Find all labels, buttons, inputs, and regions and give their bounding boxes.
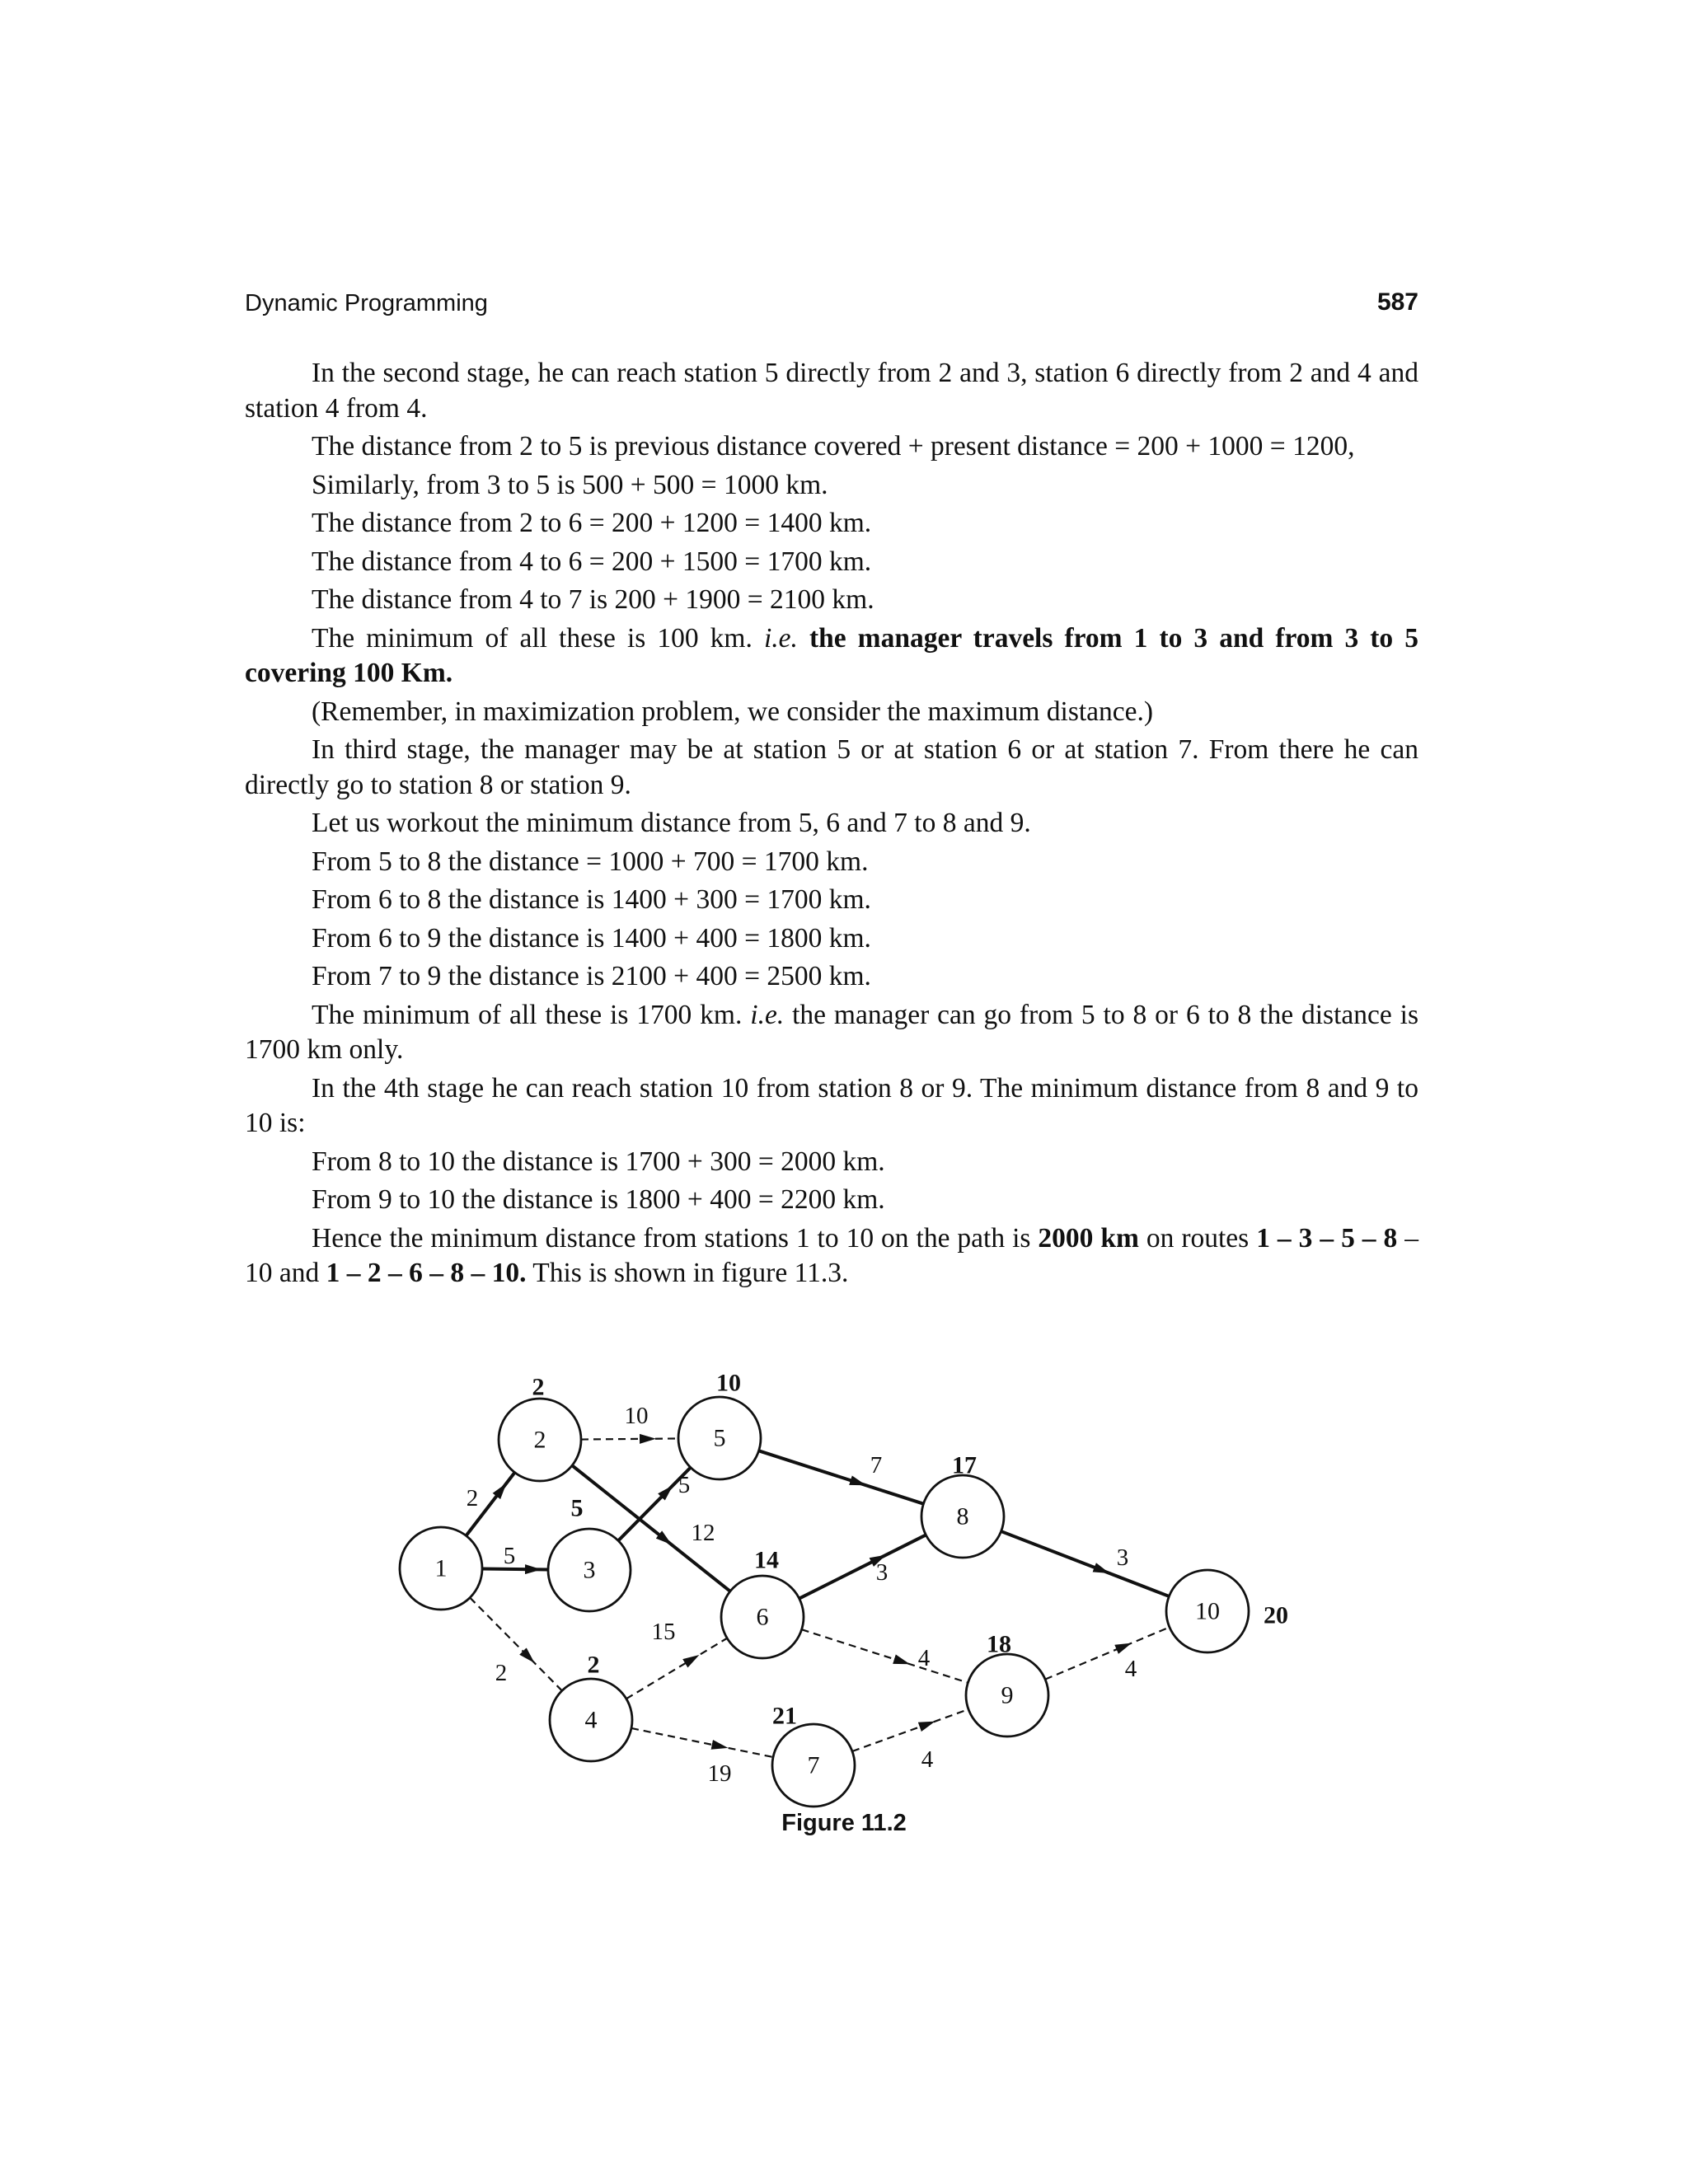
text-run: This is shown in figure 11.3.	[526, 1258, 849, 1288]
italic-text: i.e.	[750, 999, 785, 1030]
edge-weight-label: 5	[503, 1543, 516, 1569]
station-node-label: 7	[807, 1751, 820, 1779]
edge-9-10	[1045, 1627, 1170, 1679]
edge-weight-label: 15	[651, 1619, 676, 1645]
node-cumulative-value: 5	[570, 1494, 584, 1522]
bold-text: 1 – 3 – 5 – 8	[1256, 1222, 1398, 1254]
edge-4-7	[631, 1728, 773, 1757]
text-run: – 10 and	[245, 1222, 1419, 1288]
edge-2-5	[581, 1438, 678, 1439]
edge-weight-label: 2	[495, 1660, 508, 1686]
edge-weight-label: 3	[1116, 1544, 1129, 1571]
text-run: The minimum of all these is 1700 km.	[312, 999, 751, 1030]
edge-weight-label: 19	[707, 1760, 732, 1787]
node-cumulative-value: 2	[532, 1373, 545, 1401]
edge-weight-label: 2	[466, 1485, 479, 1511]
node-cumulative-value: 18	[987, 1630, 1011, 1658]
edge-1-4	[470, 1598, 562, 1691]
text-run: Let us workout the minimum distance from 5, 6 and 7 to 8 and 9.	[312, 808, 1031, 838]
text-run: Hence the minimum distance from stations 1 to 10 on the path is	[312, 1222, 1039, 1254]
edge-8-10	[1001, 1531, 1170, 1596]
edge-weight-label: 4	[1124, 1656, 1137, 1682]
bold-text: 2000 km	[1038, 1222, 1139, 1254]
text-run: (Remember, in maximization problem, we consider the maximum distance.)	[312, 696, 1154, 727]
edge-weight-label: 10	[624, 1403, 649, 1429]
text-run: The distance from 2 to 5 is previous distance covered + present distance = 200 + 1000 = 1200,	[312, 431, 1355, 462]
station-node-label: 1	[434, 1554, 448, 1582]
node-cumulative-value: 10	[716, 1369, 741, 1397]
edge-weight-label: 7	[870, 1452, 883, 1479]
station-node-label: 8	[956, 1502, 969, 1530]
text-run: The distance from 2 to 6 = 200 + 1200 = 1400 km.	[312, 508, 872, 538]
edge-weight-label: 3	[875, 1559, 889, 1586]
bold-text: the manager travels from 1 to 3 and from 3 to 5 covering 100 Km.	[245, 622, 1419, 688]
text-run: The distance from 4 to 6 = 200 + 1500 = 1700 km.	[312, 546, 872, 577]
node-cumulative-value: 2	[587, 1651, 600, 1679]
station-node-label: 4	[584, 1706, 598, 1734]
bold-text: 1 – 2 – 6 – 8 – 10.	[326, 1258, 527, 1288]
running-header-chapter: Dynamic Programming	[245, 290, 488, 316]
node-cumulative-value: 20	[1264, 1601, 1288, 1629]
edge-5-8	[759, 1451, 924, 1503]
text-run: From 6 to 8 the distance is 1400 + 300 = 1700 km.	[312, 884, 871, 915]
text-run: The distance from 4 to 7 is 200 + 1900 = 2100 km.	[312, 584, 874, 615]
edge-weight-label: 5	[678, 1472, 691, 1498]
edge-weight-label: 4	[917, 1645, 931, 1671]
station-node-label: 10	[1195, 1597, 1220, 1625]
edge-4-6	[626, 1638, 727, 1699]
edge-7-9	[852, 1709, 968, 1751]
station-node-label: 2	[533, 1426, 546, 1454]
node-cumulative-value: 14	[754, 1546, 779, 1574]
edge-weight-label: 12	[691, 1520, 715, 1546]
text-run: In the 4th stage he can reach station 10 from station 8 or 9. The minimum distance from 8 and 9 to 10 is:	[245, 1072, 1418, 1138]
edge-weight-label: 4	[921, 1746, 934, 1773]
node-cumulative-value: 17	[952, 1451, 977, 1479]
edge-6-8	[799, 1535, 926, 1598]
station-node-label: 6	[756, 1603, 769, 1631]
italic-text: i.e.	[763, 622, 798, 654]
station-node-label: 5	[713, 1424, 726, 1452]
text-run: From 6 to 9 the distance is 1400 + 400 = 1800 km.	[312, 922, 871, 954]
text-run: on routes	[1138, 1222, 1257, 1254]
text-run: the manager can go from 5 to 8 or 6 to 8 the distance is 1700 km only.	[245, 999, 1418, 1065]
text-run: From 9 to 10 the distance is 1800 + 400 = 2200 km.	[312, 1184, 885, 1215]
text-run: In third stage, the manager may be at station 5 or at station 6 or at station 7. From there he can directly go to station 8 or station 9.	[245, 734, 1418, 800]
text-run: Similarly, from 3 to 5 is 500 + 500 = 1000 km.	[312, 469, 828, 500]
figure-caption: Figure 11.2	[781, 1810, 907, 1836]
edge-6-9	[802, 1629, 968, 1683]
text-run: From 5 to 8 the distance = 1000 + 700 = 1700 km.	[312, 846, 869, 877]
station-node-label: 9	[1001, 1681, 1014, 1709]
page-number: 587	[1376, 288, 1418, 316]
text-run: The minimum of all these is 100 km.	[312, 622, 764, 654]
text-run: From 7 to 9 the distance is 2100 + 400 = 2500 km.	[312, 961, 871, 991]
station-node-label: 3	[583, 1556, 596, 1584]
text-run: In the second stage, he can reach station 5 directly from 2 and 3, station 6 directly from 2 and 4 and station 4 from 4.	[245, 358, 1418, 424]
text-run: From 8 to 10 the distance is 1700 + 300 = 2000 km.	[312, 1146, 885, 1177]
node-cumulative-value: 21	[772, 1702, 797, 1730]
